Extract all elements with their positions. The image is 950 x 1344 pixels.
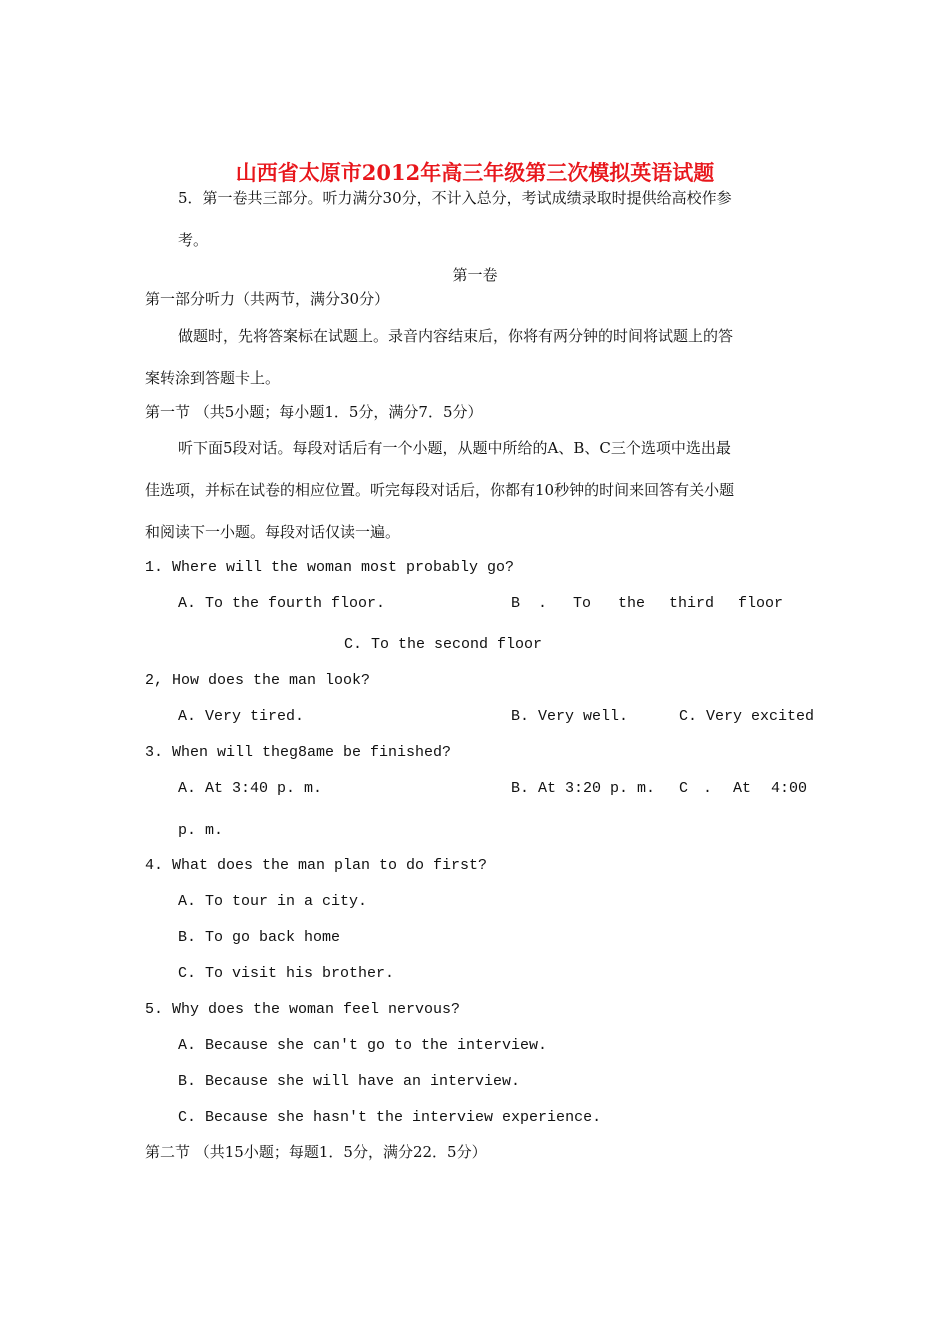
question-1-option-b-letter: B <box>511 595 521 612</box>
question-3-option-c-letter: C <box>679 780 689 797</box>
section1-instruction-line2: 佳选项，并标在试卷的相应位置。听完每段对话后，你都有10秒钟的时间来回答有关小题 <box>145 481 735 499</box>
question-2-stem: 2, How does the man look? <box>145 672 371 689</box>
question-4-stem: 4. What does the man plan to do first? <box>145 857 488 874</box>
question-3-option-c-time: 4:00 <box>771 780 808 797</box>
volume-heading: 第一卷 <box>452 266 498 284</box>
question-2-option-b: B. Very well. <box>511 708 629 725</box>
question-1-option-a: A. To the fourth floor. <box>178 595 386 612</box>
question-5-option-a: A. Because she can't go to the interview. <box>178 1037 548 1054</box>
note-item5-line1: 5．第一卷共三部分。听力满分30分，不计入总分，考试成绩录取时提供给高校作参 <box>178 189 732 207</box>
note-item5-line2: 考。 <box>178 231 209 249</box>
question-1-option-b-word: the <box>618 595 646 612</box>
question-3-option-c-dot: . <box>703 780 713 797</box>
part1-instruction-line1: 做题时，先将答案标在试题上。录音内容结束后，你将有两分钟的时间将试题上的答 <box>178 327 734 345</box>
part1-instruction-line2: 案转涂到答题卡上。 <box>145 369 281 387</box>
question-3-stem: 3. When will theg8ame be finished? <box>145 744 452 761</box>
question-5-option-b: B. Because she will have an interview. <box>178 1073 521 1090</box>
section1-instruction-line1: 听下面5段对话。每段对话后有一个小题，从题中所给的A、B、C三个选项中选出最 <box>178 439 731 457</box>
question-3-option-b: B. At 3:20 p. m. <box>511 780 656 797</box>
question-3-option-c-word: At <box>733 780 752 797</box>
question-1-option-b-word: floor <box>738 595 784 612</box>
question-4-option-c: C. To visit his brother. <box>178 965 395 982</box>
question-1-option-b-word: third <box>669 595 715 612</box>
question-1-stem: 1. Where will the woman most probably go? <box>145 559 515 576</box>
question-1-option-b-dot: . <box>538 595 548 612</box>
question-1-option-c: C. To the second floor <box>344 636 543 653</box>
question-4-option-b: B. To go back home <box>178 929 341 946</box>
section2-heading: 第二节 （共15小题；每题1．5分，满分22．5分） <box>145 1143 487 1161</box>
question-2-option-c: C. Very excited <box>679 708 815 725</box>
section1-heading: 第一节 （共5小题；每小题1．5分，满分7．5分） <box>145 403 483 421</box>
section1-instruction-line3: 和阅读下一小题。每段对话仅读一遍。 <box>145 523 401 541</box>
question-5-option-c: C. Because she hasn't the interview experience. <box>178 1109 602 1126</box>
question-3-option-a: A. At 3:40 p. m. <box>178 780 323 797</box>
page-title: 山西省太原市2012年高三年级第三次模拟英语试题 <box>235 160 715 185</box>
question-3-option-c-cont: p. m. <box>178 822 224 839</box>
question-1-option-b-word: To <box>573 595 592 612</box>
part1-heading: 第一部分听力（共两节，满分30分） <box>145 290 390 308</box>
question-5-stem: 5. Why does the woman feel nervous? <box>145 1001 461 1018</box>
question-4-option-a: A. To tour in a city. <box>178 893 368 910</box>
question-2-option-a: A. Very tired. <box>178 708 305 725</box>
